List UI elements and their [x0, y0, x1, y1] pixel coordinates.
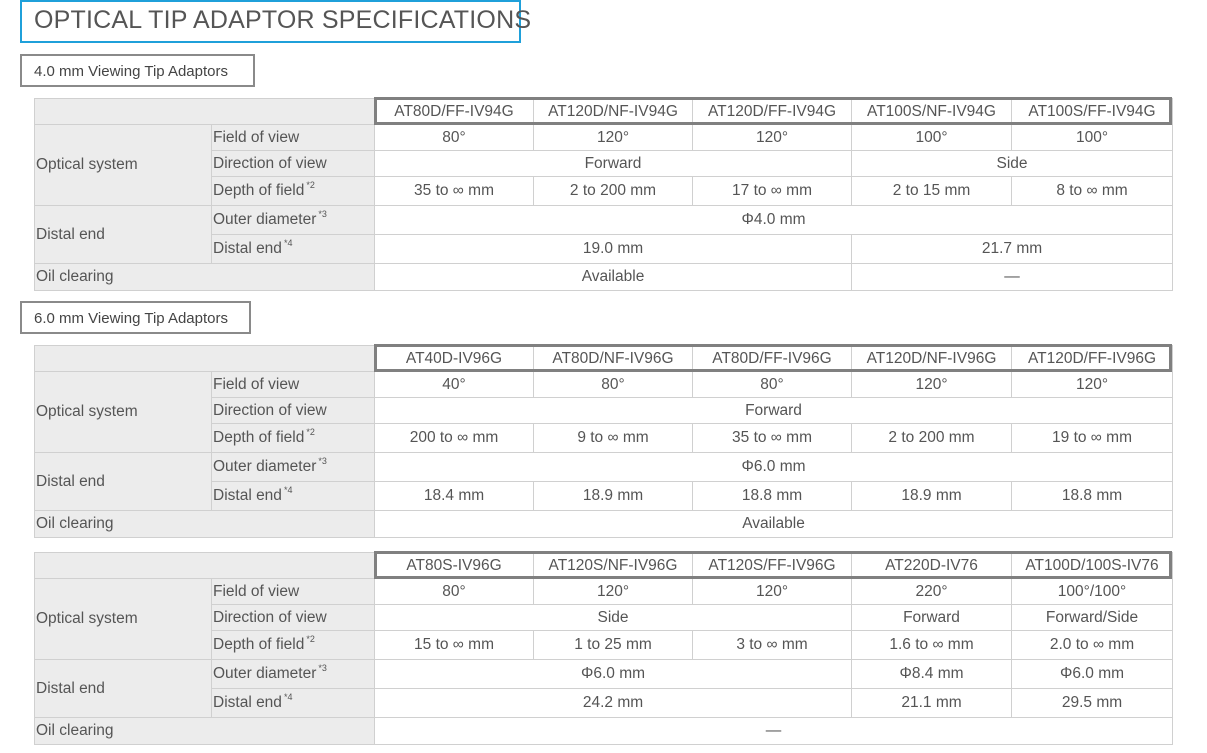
depth-of-field-label: Depth of field — [213, 182, 305, 199]
row-label-direction-of-view: Direction of view — [212, 151, 375, 177]
footnote-marker: *3 — [318, 456, 327, 466]
model-header: AT80D/FF-IV96G — [693, 346, 852, 372]
distal-end-value: 18.8 mm — [693, 482, 852, 511]
depth-of-field-value: 2.0 to ∞ mm — [1012, 631, 1173, 660]
field-of-view-value: 120° — [534, 579, 693, 605]
outer-diameter-value: Φ6.0 mm — [375, 660, 852, 689]
model-header: AT80D/NF-IV96G — [534, 346, 693, 372]
distal-end-value: 21.7 mm — [852, 235, 1173, 264]
outer-diameter-value: Φ6.0 mm — [1012, 660, 1173, 689]
outer-diameter-label: Outer diameter — [213, 665, 317, 682]
footnote-marker: *2 — [306, 634, 315, 644]
spec-table-6mm-continued — [34, 552, 1173, 745]
group-optical-system: Optical system — [35, 372, 212, 453]
row-label-field-of-view: Field of view — [212, 125, 375, 151]
footnote-marker: *2 — [306, 427, 315, 437]
distal-end-value: 24.2 mm — [375, 689, 852, 718]
field-of-view-value: 120° — [693, 125, 852, 151]
depth-of-field-value: 1.6 to ∞ mm — [852, 631, 1012, 660]
distal-end-value: 18.4 mm — [375, 482, 534, 511]
row-label-distal-end — [212, 689, 375, 718]
field-of-view-value: 220° — [852, 579, 1012, 605]
row-label-field-of-view: Field of view — [212, 579, 375, 605]
oil-clearing-value: — — [375, 718, 1173, 745]
row-label-direction-of-view: Direction of view — [212, 398, 375, 424]
direction-of-view-value: Forward — [375, 398, 1173, 424]
footnote-marker: *4 — [283, 485, 293, 495]
group-optical-system: Optical system — [35, 579, 212, 660]
outer-diameter-value: Φ6.0 mm — [375, 453, 1173, 482]
page-title: OPTICAL TIP ADAPTOR SPECIFICATIONS — [20, 0, 521, 43]
row-label-outer-diameter — [212, 660, 375, 689]
field-of-view-value: 120° — [852, 372, 1012, 398]
distal-end-label: Distal end — [213, 240, 282, 257]
field-of-view-value: 120° — [693, 579, 852, 605]
depth-of-field-value: 19 to ∞ mm — [1012, 424, 1173, 453]
distal-end-label: Distal end — [213, 694, 282, 711]
depth-of-field-value: 200 to ∞ mm — [375, 424, 534, 453]
model-header: AT100S/FF-IV94G — [1012, 99, 1173, 125]
header-corner — [35, 346, 375, 372]
field-of-view-value: 100° — [852, 125, 1012, 151]
distal-end-value: 18.9 mm — [534, 482, 693, 511]
header-corner — [35, 99, 375, 125]
group-optical-system: Optical system — [35, 125, 212, 206]
depth-of-field-value: 35 to ∞ mm — [693, 424, 852, 453]
header-corner — [35, 553, 375, 579]
model-header: AT100S/NF-IV94G — [852, 99, 1012, 125]
section-label-6mm: 6.0 mm Viewing Tip Adaptors — [20, 301, 251, 334]
distal-end-value: 19.0 mm — [375, 235, 852, 264]
field-of-view-value: 120° — [1012, 372, 1173, 398]
row-label-depth-of-field — [212, 631, 375, 660]
depth-of-field-value: 8 to ∞ mm — [1012, 177, 1173, 206]
row-label-oil-clearing: Oil clearing — [35, 511, 375, 538]
oil-clearing-value: Available — [375, 511, 1173, 538]
field-of-view-value: 80° — [375, 579, 534, 605]
direction-of-view-value: Forward — [852, 605, 1012, 631]
model-header: AT40D-IV96G — [375, 346, 534, 372]
distal-end-value: 21.1 mm — [852, 689, 1012, 718]
depth-of-field-value: 1 to 25 mm — [534, 631, 693, 660]
group-distal-end: Distal end — [35, 660, 212, 718]
row-label-distal-end — [212, 482, 375, 511]
outer-diameter-value: Φ8.4 mm — [852, 660, 1012, 689]
model-header: AT220D-IV76 — [852, 553, 1012, 579]
model-header: AT120S/FF-IV96G — [693, 553, 852, 579]
field-of-view-value: 80° — [375, 125, 534, 151]
model-header: AT120D/FF-IV96G — [1012, 346, 1173, 372]
group-distal-end: Distal end — [35, 206, 212, 264]
model-header: AT120D/NF-IV96G — [852, 346, 1012, 372]
row-label-depth-of-field — [212, 177, 375, 206]
row-label-distal-end — [212, 235, 375, 264]
group-distal-end: Distal end — [35, 453, 212, 511]
row-label-direction-of-view: Direction of view — [212, 605, 375, 631]
footnote-marker: *3 — [318, 209, 327, 219]
row-label-outer-diameter — [212, 206, 375, 235]
oil-clearing-value: — — [852, 264, 1173, 291]
model-header: AT120S/NF-IV96G — [534, 553, 693, 579]
footnote-marker: *3 — [318, 663, 327, 673]
footnote-marker: *2 — [306, 180, 315, 190]
field-of-view-value: 80° — [693, 372, 852, 398]
distal-end-value: 18.9 mm — [852, 482, 1012, 511]
field-of-view-value: 40° — [375, 372, 534, 398]
depth-of-field-value: 9 to ∞ mm — [534, 424, 693, 453]
outer-diameter-label: Outer diameter — [213, 211, 317, 228]
spec-table-6mm — [34, 345, 1173, 538]
footnote-marker: *4 — [283, 238, 293, 248]
field-of-view-value: 100° — [1012, 125, 1173, 151]
oil-clearing-value: Available — [375, 264, 852, 291]
row-label-field-of-view: Field of view — [212, 372, 375, 398]
model-header: AT80S-IV96G — [375, 553, 534, 579]
direction-of-view-value: Side — [375, 605, 852, 631]
row-label-depth-of-field — [212, 424, 375, 453]
depth-of-field-label: Depth of field — [213, 429, 305, 446]
distal-end-value: 29.5 mm — [1012, 689, 1173, 718]
depth-of-field-value: 15 to ∞ mm — [375, 631, 534, 660]
depth-of-field-label: Depth of field — [213, 636, 305, 653]
model-header: AT120D/FF-IV94G — [693, 99, 852, 125]
model-header: AT100D/100S-IV76 — [1012, 553, 1173, 579]
direction-of-view-value: Side — [852, 151, 1173, 177]
row-label-outer-diameter — [212, 453, 375, 482]
model-header: AT120D/NF-IV94G — [534, 99, 693, 125]
footnote-marker: *4 — [283, 692, 293, 702]
row-label-oil-clearing: Oil clearing — [35, 264, 375, 291]
depth-of-field-value: 2 to 200 mm — [852, 424, 1012, 453]
depth-of-field-value: 35 to ∞ mm — [375, 177, 534, 206]
section-label-4mm: 4.0 mm Viewing Tip Adaptors — [20, 54, 255, 87]
direction-of-view-value: Forward — [375, 151, 852, 177]
field-of-view-value: 120° — [534, 125, 693, 151]
distal-end-label: Distal end — [213, 487, 282, 504]
spec-table-4mm — [34, 98, 1173, 291]
field-of-view-value: 80° — [534, 372, 693, 398]
distal-end-value: 18.8 mm — [1012, 482, 1173, 511]
model-header: AT80D/FF-IV94G — [375, 99, 534, 125]
direction-of-view-value: Forward/Side — [1012, 605, 1173, 631]
outer-diameter-value: Φ4.0 mm — [375, 206, 1173, 235]
depth-of-field-value: 2 to 200 mm — [534, 177, 693, 206]
depth-of-field-value: 17 to ∞ mm — [693, 177, 852, 206]
field-of-view-value: 100°/100° — [1012, 579, 1173, 605]
depth-of-field-value: 2 to 15 mm — [852, 177, 1012, 206]
outer-diameter-label: Outer diameter — [213, 458, 317, 475]
row-label-oil-clearing: Oil clearing — [35, 718, 375, 745]
depth-of-field-value: 3 to ∞ mm — [693, 631, 852, 660]
